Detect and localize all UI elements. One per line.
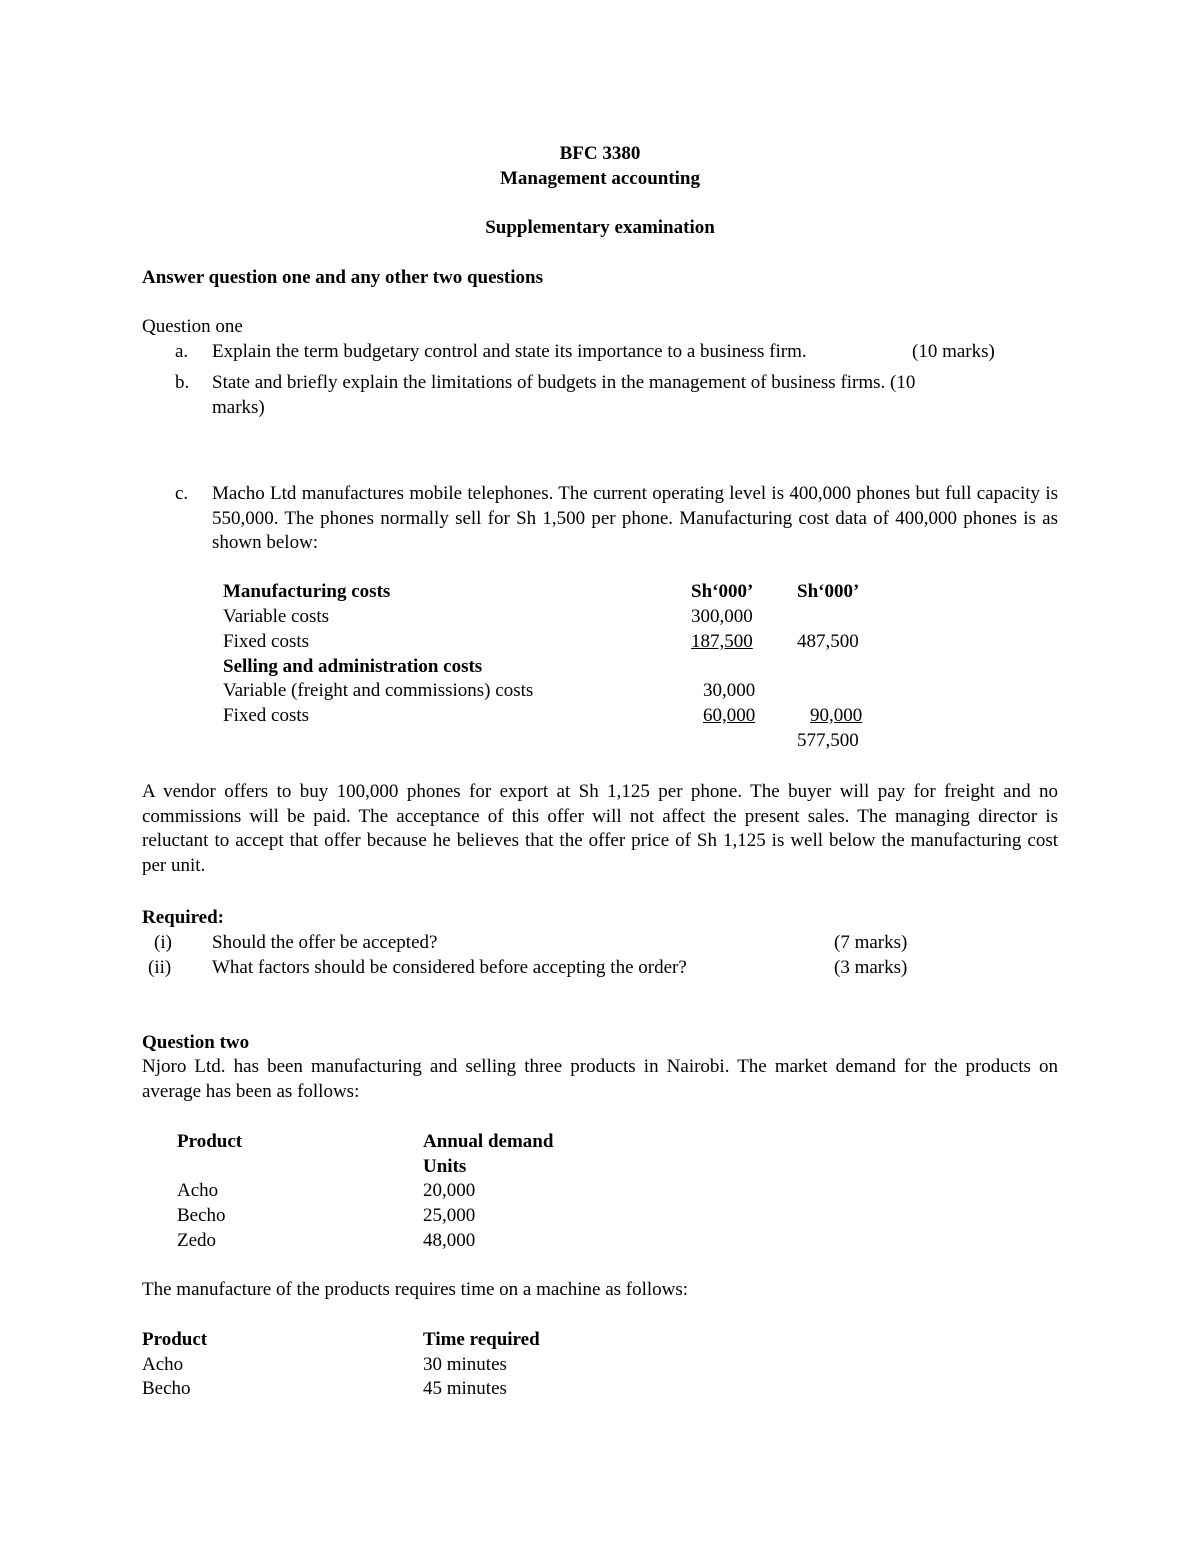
time-row-value: 45 minutes — [423, 1378, 507, 1399]
required-item-marker: (i) — [154, 932, 172, 953]
required-item-marks: (3 marks) — [834, 957, 908, 978]
time-row-product: Acho — [142, 1354, 184, 1375]
time-row-product: Becho — [142, 1378, 191, 1399]
time-row-value: 30 minutes — [423, 1354, 507, 1375]
demand-row-product: Acho — [177, 1180, 219, 1201]
cost-table-total: 577,500 — [797, 730, 859, 751]
q2-intro: Njoro Ltd. has been manufacturing and selling three products in Nairobi. The market demand for the products on average has been as follows: — [142, 1056, 1058, 1102]
cost-row-col2: 90,000 — [810, 705, 863, 726]
q1-b-marker: b. — [175, 372, 190, 393]
demand-row-value: 20,000 — [423, 1180, 476, 1201]
time-table-header-time: Time required — [423, 1329, 540, 1350]
q1-b-line2: marks) — [212, 397, 265, 418]
course-code: BFC 3380 — [559, 143, 641, 164]
cost-row-label: Variable costs — [223, 606, 330, 627]
q1-c-marker: c. — [175, 483, 189, 504]
required-title: Required: — [142, 907, 224, 928]
q1-a-text: Explain the term budgetary control and state its importance to a business firm. — [212, 341, 807, 362]
time-table-header-product: Product — [142, 1329, 208, 1350]
demand-row-value: 25,000 — [423, 1205, 476, 1226]
cost-row-col2: 487,500 — [797, 631, 859, 652]
required-item-text: Should the offer be accepted? — [212, 932, 438, 953]
required-item-marks: (7 marks) — [834, 932, 908, 953]
cost-row-label: Fixed costs — [223, 631, 310, 652]
cost-row-col1: 187,500 — [691, 631, 753, 652]
exam-type: Supplementary examination — [485, 217, 715, 238]
demand-table-header-demand: Annual demand — [423, 1131, 554, 1152]
demand-table-header-product: Product — [177, 1131, 243, 1152]
instruction: Answer question one and any other two questions — [142, 267, 544, 288]
cost-section-heading: Selling and administration costs — [223, 656, 483, 677]
cost-table-header-col1: Sh‘000’ — [691, 581, 754, 602]
cost-table-header-col2: Sh‘000’ — [797, 581, 860, 602]
cost-row-label: Variable (freight and commissions) costs — [223, 680, 534, 701]
cost-row-col1: 30,000 — [703, 680, 756, 701]
demand-row-product: Becho — [177, 1205, 226, 1226]
cost-row-label: Fixed costs — [223, 705, 310, 726]
required-item-text: What factors should be considered before accepting the order? — [212, 957, 687, 978]
q1-b-line1: State and briefly explain the limitations of budgets in the management of business firms. (10 — [212, 372, 916, 393]
demand-table-header-units: Units — [423, 1156, 467, 1177]
course-title: Management accounting — [499, 168, 700, 189]
machine-intro: The manufacture of the products requires time on a machine as follows: — [142, 1279, 689, 1300]
demand-row-product: Zedo — [177, 1230, 217, 1251]
cost-row-col1: 60,000 — [703, 705, 756, 726]
q1-a-marker: a. — [175, 341, 189, 362]
q1-title: Question one — [142, 316, 243, 337]
vendor-paragraph: A vendor offers to buy 100,000 phones for export at Sh 1,125 per phone. The buyer will pay for freight and no commissions will be paid. The acceptance of this offer will not affect the present sales. The managing director is reluctant to accept that offer because he believes that the offer price of Sh 1,125 is well below the manufacturing cost per unit. — [142, 781, 1058, 876]
q1-a-marks: (10 marks) — [912, 341, 995, 362]
cost-table-header-label: Manufacturing costs — [223, 581, 391, 602]
required-item-marker: (ii) — [148, 957, 172, 978]
demand-row-value: 48,000 — [423, 1230, 476, 1251]
q2-title: Question two — [142, 1032, 250, 1053]
cost-row-col1: 300,000 — [691, 606, 753, 627]
q1-c-text: Macho Ltd manufactures mobile telephones. The current operating level is 400,000 phones but full capacity is 550,000. The phones normally sell for Sh 1,500 per phone. Manufacturing cost data of 400,000 phones is as shown below: — [212, 483, 1058, 554]
